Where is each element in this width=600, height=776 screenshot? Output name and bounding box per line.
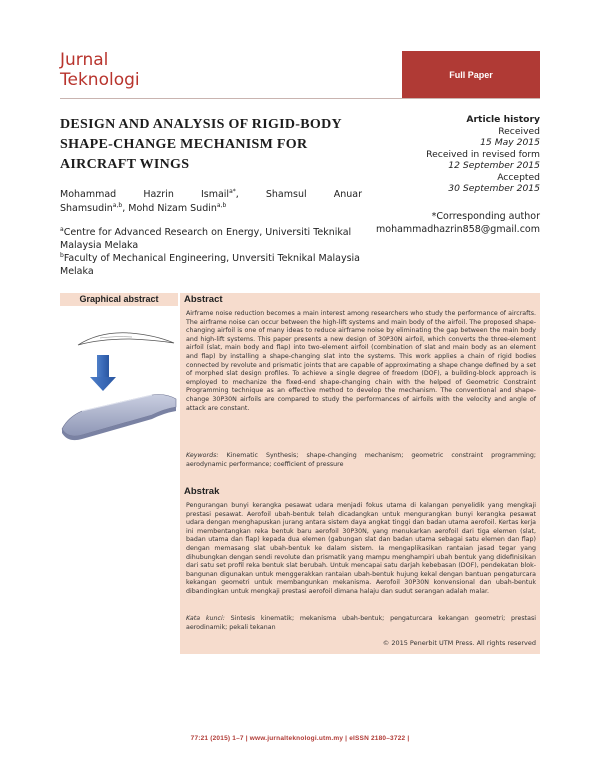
abstract-keywords: [186, 452, 536, 469]
history-heading: Article history: [466, 114, 540, 125]
wing-illustration: [60, 307, 178, 652]
affiliation-b-sup: b: [60, 252, 64, 259]
abstract-heading: Abstract: [184, 294, 223, 305]
paper-type-banner: [402, 51, 540, 98]
affiliation-b: [60, 249, 365, 278]
abstract-panel: [180, 293, 540, 654]
page-footer: 77:21 (2015) 1–7 | www.jurnalteknologi.utm.my | eISSN 2180–3722 |: [190, 735, 410, 742]
graphical-abstract-figure: [60, 307, 178, 652]
author-sep: , Shamsul Anuar: [235, 189, 362, 201]
received-label: Received: [498, 125, 540, 137]
corresponding-label: *Corresponding author: [431, 211, 540, 222]
corresponding-email[interactable]: mohammadhazrin858@gmail.com: [376, 224, 540, 235]
wing-3d-model: [62, 395, 176, 441]
author-2-sup: a,b: [112, 202, 123, 209]
abstrak-heading: Abstrak: [184, 486, 220, 497]
author-1-sup: a*: [229, 188, 236, 195]
journal-name-line2: Teknologi: [60, 70, 140, 90]
keywords-label: Keywords:: [186, 452, 219, 459]
airfoil-outline: [78, 333, 174, 345]
article-history: [380, 114, 540, 195]
received-date: 15 May 2015: [480, 137, 540, 148]
author-3: , Mohd Nizam Sudin: [122, 203, 217, 215]
author-2: Shamsudin: [60, 203, 113, 215]
abstrak-keywords: [186, 615, 536, 632]
revised-label: Received in revised form: [426, 148, 540, 160]
paper-type-label: Full Paper: [449, 69, 493, 80]
affiliation-a-text: Centre for Advanced Research on Energy, Universiti Teknikal Malaysia Melaka: [60, 227, 352, 252]
copyright-notice: © 2015 Penerbit UTM Press. All rights reserved: [382, 639, 536, 647]
author-1: Mohammad Hazrin Ismail: [60, 189, 230, 201]
affiliation-b-text: Faculty of Mechanical Engineering, Unversiti Teknikal Malaysia Melaka: [60, 253, 361, 278]
affiliation-a: [60, 223, 365, 252]
journal-name: [60, 50, 140, 90]
authors-line2: [60, 199, 226, 216]
journal-name-line1: Jurnal: [60, 50, 109, 70]
abstract-text: Airframe noise reduction becomes a main interest among researchers who study the performance of aircrafts. The airframe noise can occur between the high-lift systems and main body of the airfoil. The proposed shape-changing airfoil is one of many ideas to reduce airframe noise by eliminating the gap between the main body and high-lift systems. This paper presents a new design of 30P30N airfoil, which converts the three-element airfoil (slat, main body and flap) into two-element airfoil (combination of slat and main body as an element and flap) by installing a shape-changing slat into the systems. This work applies a chain of rigid bodies connected by revolute and prismatic joints that are capable of approximating a shape change defined by a set of morphed slat design profiles. To achieve a single degree of freedom (DOF), a building-block approach is employed to mechanize the fixed-end shape-changing chain with the helped of Geometric Constraint Programming technique as an effective method to develop the mechanism. The conventional and shape-change 30P30N airfoils are compared to study the performances of airfoils with the velocity and angle of attack are constant.: [186, 310, 536, 412]
accepted-label: Accepted: [497, 171, 540, 183]
arrow-down-icon: [90, 355, 116, 391]
author-3-sup: a,b: [216, 202, 227, 209]
abstrak-text: Pengurangan bunyi kerangka pesawat udara menjadi fokus utama di kalangan penyelidik yang mengkaji prestasi pesawat. Aerofoil ubah-bentuk telah dicadangkan untuk mengurangkan bunyi kerangka pesawat udara dengan menghapuskan jurang antara sistem daya angkat tinggi dan badan utama aerofoil. Kertas kerja ini membentangkan reka bentuk baru aerofoil 30P30N, yang menukarkan aerofoil dari tiga elemen (slat, badan utama dan flap) kepada dua elemen (gabungan slat dan badan utama sebagai satu elemen dan flap) dengan memasang slat ubah-bentuk ke dalam sistem. Ia mengaplikasikan rantaian jasad tegar yang dihubungkan dengan sendi revolute dan prismatik yang mampu menghampiri ubah bentuk yang didefinisikan dari satu set profil reka bentuk slat berubah. Untuk mencapai satu darjah kebebasan (DOF), pendekatan blok-bangunan digunakan untuk menggerakkan rantaian ubah-bentuk hujung kekal dengan bantuan pengaturcara kekangan geometri untuk membangunkan mekanisma. Aerofoil 30P30N konvensional dan ubah-bentuk dibandingkan untuk mengkaji prestasi aerofoil dimana halaju dan sudut serangan adalah malar.: [186, 502, 536, 595]
keywords-text: Kinematic Synthesis; shape-changing mechanism; geometric constraint programming; aerodynamic performance; coefficient of pressure: [186, 452, 536, 468]
revised-date: 12 September 2015: [448, 160, 540, 171]
kata-kunci-label: Kata kunci:: [186, 615, 225, 622]
graphical-abstract-heading: Graphical abstract: [60, 293, 178, 306]
header-divider: [60, 98, 540, 99]
corresponding-author: [376, 210, 540, 236]
article-title: DESIGN AND ANALYSIS OF RIGID-BODY SHAPE-CHANGE MECHANISM FOR AIRCRAFT WINGS: [60, 117, 342, 172]
accepted-date: 30 September 2015: [448, 183, 540, 194]
affiliation-a-sup: a: [60, 226, 64, 233]
kata-kunci-text: Sintesis kinematik; mekanisma ubah-bentuk; pengaturcara kekangan geometri; prestasi aerodinamik; pekali tekanan: [186, 615, 536, 631]
